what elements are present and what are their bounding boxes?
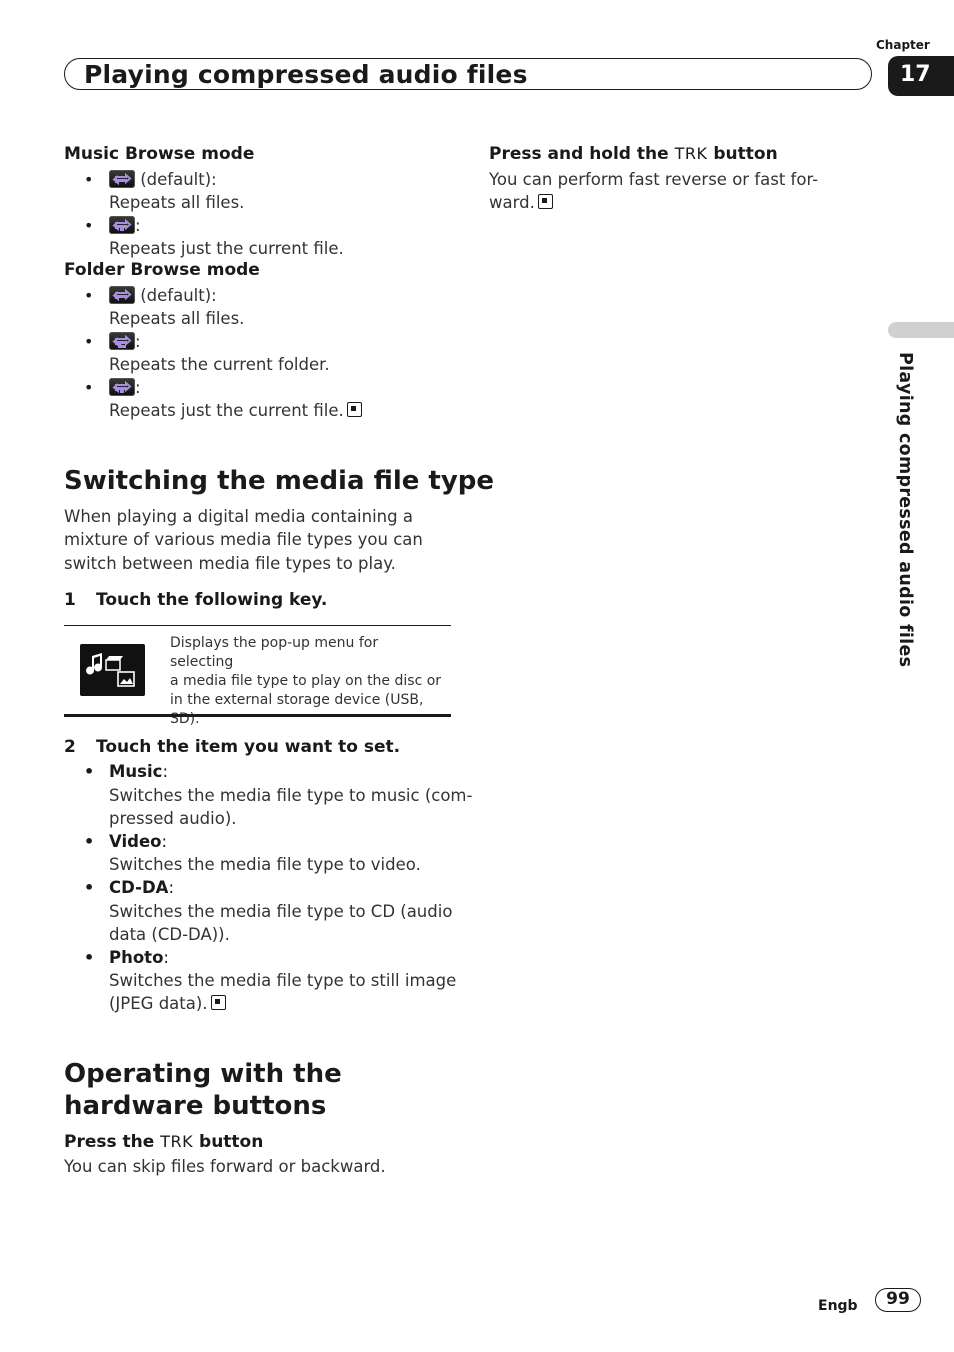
table-divider — [64, 625, 451, 626]
step-text: Touch the item you want to set. — [96, 737, 401, 757]
repeat-all-icon — [109, 286, 135, 304]
media-file-type-key[interactable] — [80, 644, 145, 696]
repeat-folder-icon — [109, 332, 135, 350]
list-item: : — [109, 330, 141, 353]
option-desc: Switches the media file type to video. — [109, 855, 421, 874]
hold-trk-desc: You can perform fast reverse or fast for- — [489, 170, 819, 189]
bullet: • — [84, 762, 95, 781]
press-trk-heading: Press the TRK button — [64, 1132, 264, 1152]
side-tab-title: Playing compressed audio files — [895, 352, 915, 668]
option-desc: Switches the media file type to CD (audio — [109, 902, 453, 921]
bullet: • — [84, 948, 95, 967]
option-desc: data (CD-DA)). — [109, 925, 230, 944]
bullet: • — [84, 878, 95, 897]
step-number: 2 — [64, 737, 76, 757]
chapter-number: 17 — [888, 56, 954, 96]
music-browse-heading: Music Browse mode — [64, 144, 255, 164]
folder-browse-heading: Folder Browse mode — [64, 260, 260, 280]
list-item-desc: Repeats all files. — [109, 193, 245, 212]
end-of-section-icon — [211, 995, 226, 1010]
list-item-desc: Repeats the current folder. — [109, 355, 330, 374]
hold-trk-heading: Press and hold the TRK button — [489, 144, 778, 164]
switching-intro-line: When playing a digital media containing a — [64, 507, 413, 526]
list-item: (default): — [109, 284, 217, 307]
option-desc: pressed audio). — [109, 809, 237, 828]
bullet: • — [84, 832, 95, 851]
switching-intro-line: switch between media file types to play. — [64, 554, 396, 573]
bullet: • — [84, 170, 94, 189]
bullet: • — [84, 378, 94, 397]
page-title: Playing compressed audio files — [84, 60, 528, 89]
option-name: Music: — [109, 762, 168, 781]
page-number: 99 — [875, 1288, 921, 1312]
list-item-desc: Repeats just the current file. — [109, 239, 344, 258]
bullet: • — [84, 332, 94, 351]
switching-intro-line: mixture of various media file types you can — [64, 530, 423, 549]
list-item-desc: Repeats all files. — [109, 309, 245, 328]
media-type-icon — [80, 644, 145, 696]
chapter-label: Chapter — [876, 38, 930, 52]
end-of-section-icon — [538, 194, 553, 209]
list-item: : — [109, 376, 141, 399]
option-name: CD-DA: — [109, 878, 174, 897]
list-item: (default): — [109, 168, 217, 191]
side-tab-marker — [888, 322, 954, 338]
step-number: 1 — [64, 590, 76, 610]
list-item: : — [109, 214, 141, 237]
step-text: Touch the following key. — [96, 590, 328, 610]
table-divider — [64, 714, 451, 717]
repeat-one-icon — [109, 216, 135, 234]
option-name: Photo: — [109, 948, 169, 967]
repeat-all-icon — [109, 170, 135, 188]
option-desc: Switches the media file type to music (com- — [109, 786, 473, 805]
list-item-desc: Repeats just the current file. — [109, 399, 362, 422]
option-name: Video: — [109, 832, 168, 851]
key-description: Displays the pop-up menu for selecting a media file type to play on the disc or in the external storage device (USB, SD). — [170, 635, 442, 727]
repeat-one-icon — [109, 378, 135, 396]
press-trk-desc: You can skip files forward or backward. — [64, 1157, 386, 1176]
bullet: • — [84, 286, 94, 305]
language-code: Engb — [818, 1298, 858, 1314]
option-desc: (JPEG data). — [109, 992, 226, 1015]
end-of-section-icon — [347, 402, 362, 417]
section-heading-hardware: Operating with the hardware buttons — [64, 1059, 342, 1121]
bullet: • — [84, 216, 94, 235]
option-desc: Switches the media file type to still image — [109, 971, 457, 990]
section-heading-switching: Switching the media file type — [64, 466, 495, 496]
hold-trk-desc: ward. — [489, 191, 553, 214]
